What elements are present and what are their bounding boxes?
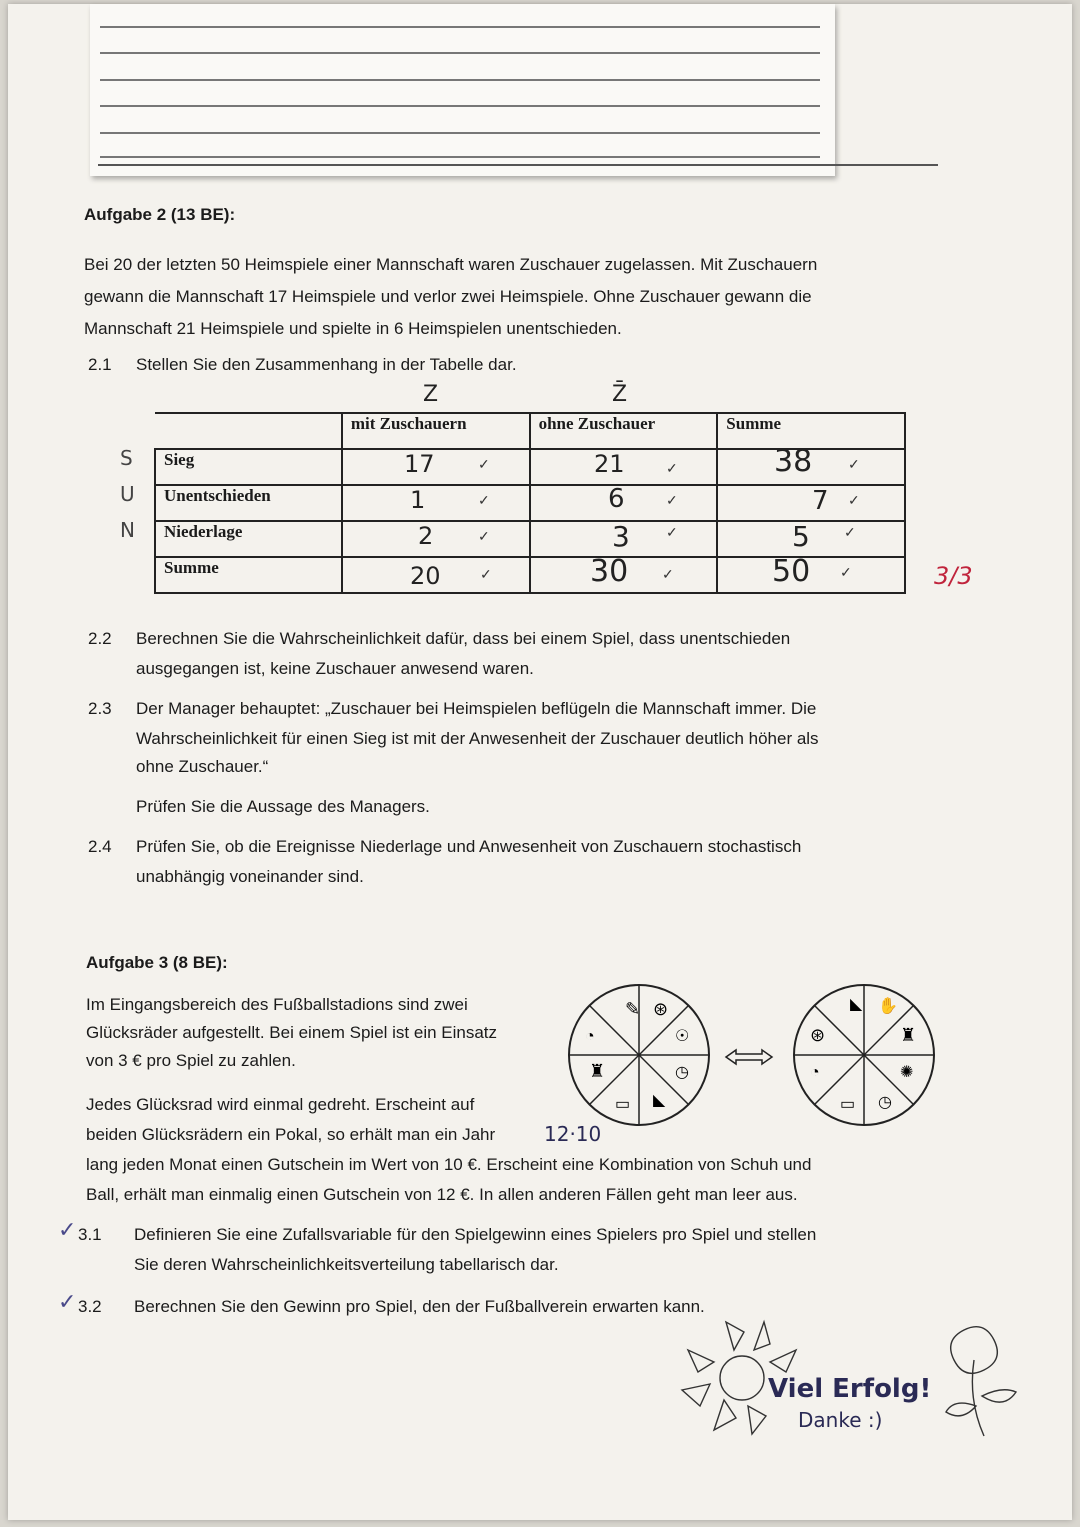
check-mark: ✓ [840, 564, 852, 580]
wheel-left [569, 985, 709, 1125]
table-cell [717, 557, 905, 593]
aufgabe2-intro-line: Mannschaft 21 Heimspiele und spielte in 6 Heimspielen unentschieden. [84, 319, 622, 338]
task-2-2-line: ausgegangen ist, keine Zuschauer anwesend waren. [136, 659, 534, 678]
task-number: 3.2 [78, 1297, 102, 1316]
aufgabe3-body-line: beiden Glücksrädern ein Pokal, so erhält man ein Jahr [86, 1125, 496, 1144]
handwritten-note: 12·10 [544, 1122, 602, 1146]
aufgabe3-intro-line: Im Eingangsbereich des Fußballstadions sind zwei [86, 995, 468, 1014]
task-number: 2.2 [88, 629, 112, 648]
task-number: 2.4 [88, 837, 112, 856]
check-mark: ✓ [666, 460, 678, 476]
doodle-text-line1: Viel Erfolg! [768, 1374, 932, 1404]
check-mark: ✓ [844, 524, 856, 540]
table-cell [717, 521, 905, 557]
whistle-icon: ◔ [585, 1028, 595, 1045]
table-row [155, 485, 905, 521]
row-label: Sieg [155, 449, 342, 485]
aufgabe2-title: Aufgabe 2 (13 BE): [84, 205, 236, 224]
task-2-2-line: Berechnen Sie die Wahrscheinlichkeit dafür, dass bei einem Spiel, dass unentschieden [136, 629, 791, 648]
trophy-icon: ♜ [589, 1061, 606, 1081]
task-2-4-line: unabhängig voneinander sind. [136, 867, 364, 886]
table-header-cell: ohne Zuschauer [530, 413, 718, 449]
side-letter: U [120, 482, 135, 506]
table-corner-cell [155, 413, 342, 449]
task-2-4-line: Prüfen Sie, ob die Ereignisse Niederlage und Anwesenheit von Zuschauern stochastisch [136, 837, 802, 856]
lined-paper-overlay [90, 4, 835, 176]
table-cell [342, 485, 530, 521]
score-mark: 3/3 [934, 562, 973, 590]
task-number: 2.1 [88, 355, 112, 374]
check-mark: ✓ [848, 456, 860, 472]
task-3-1-line: Definieren Sie eine Zufallsvariable für den Spielgewinn eines Spielers pro Spiel und stellen [134, 1225, 817, 1244]
shoe-icon: ◣ [850, 996, 863, 1013]
task-2-1-text: Stellen Sie den Zusammenhang in der Tabelle dar. [136, 355, 517, 374]
cell-value: 1 [410, 486, 426, 514]
table-cell [342, 449, 530, 485]
goal-icon: ▭ [615, 1096, 631, 1113]
task-2-3-line: Wahrscheinlichkeit für einen Sieg ist mit der Anwesenheit der Zuschauer deutlich höher als [136, 729, 819, 748]
task-2-3-followup: Prüfen Sie die Aussage des Managers. [136, 797, 430, 816]
check-mark: ✓ [480, 566, 492, 582]
cell-value: 3 [612, 520, 630, 553]
cell-value: 30 [590, 554, 629, 589]
stopwatch-icon: ◷ [878, 1094, 892, 1111]
header-mark-z: Z [423, 382, 439, 407]
row-label: Unentschieden [155, 485, 342, 521]
aufgabe2-intro-line: Bei 20 der letzten 50 Heimspiele einer Mannschaft waren Zuschauer zugelassen. Mit Zuschauern [84, 255, 818, 274]
ruled-line [100, 156, 820, 158]
glove-icon: ✋ [878, 998, 898, 1015]
check-mark: ✓ [666, 492, 678, 508]
row-label: Niederlage [155, 521, 342, 557]
doodle-text-line2: Danke :) [798, 1408, 883, 1432]
ruled-line [100, 79, 820, 81]
cell-value: 5 [792, 520, 810, 553]
check-mark: ✓ [478, 528, 490, 544]
task-2-3-line: Der Manager behauptet: „Zuschauer bei Heimspielen beflügeln die Mannschaft immer. Die [136, 699, 817, 718]
ball-icon: ⊛ [653, 999, 669, 1019]
aufgabe2-intro-line: gewann die Mannschaft 17 Heimspiele und verlor zwei Heimspiele. Ohne Zuschauer gewann die [84, 287, 812, 306]
aufgabe3-title: Aufgabe 3 (8 BE): [86, 953, 228, 972]
cell-value: 38 [774, 444, 813, 479]
swap-arrow-icon [726, 1050, 772, 1064]
table-header-cell: Summe [717, 413, 905, 449]
aufgabe3-intro-line: von 3 € pro Spiel zu zahlen. [86, 1051, 296, 1070]
trophy-icon: ♜ [900, 1025, 917, 1045]
cell-value: 21 [594, 450, 625, 478]
medal-icon: ☉ [675, 1028, 690, 1045]
ball-icon: ⊛ [810, 1025, 826, 1045]
table-header-cell: mit Zuschauern [342, 413, 530, 449]
whistle-icon: ◔ [810, 1064, 820, 1081]
divider [98, 164, 938, 166]
task-3-2-text: Berechnen Sie den Gewinn pro Spiel, den der Fußballverein erwarten kann. [134, 1297, 705, 1316]
task-number: 3.1 [78, 1225, 102, 1244]
task-check-mark: ✓ [58, 1218, 77, 1243]
aufgabe3-body-line: Ball, erhält man einmalig einen Gutschein von 12 €. In allen anderen Fällen geht man leer aus. [86, 1185, 798, 1204]
cell-value: 17 [404, 450, 435, 478]
check-mark: ✓ [666, 524, 678, 540]
check-mark: ✓ [662, 566, 674, 582]
task-check-mark: ✓ [58, 1290, 77, 1315]
worksheet-page [8, 4, 1072, 1520]
row-label: Summe [155, 557, 342, 593]
shoe-icon: ✎ [625, 999, 641, 1019]
cell-value: 20 [410, 562, 441, 590]
task-2-3-line: ohne Zuschauer.“ [136, 757, 269, 776]
check-mark: ✓ [848, 492, 860, 508]
cell-value: 50 [772, 554, 811, 589]
lucky-wheels [564, 980, 944, 1132]
aufgabe3-body-line: lang jeden Monat einen Gutschein im Wert von 10 €. Erscheint eine Kombination von Schuh und [86, 1155, 812, 1174]
cell-value: 6 [608, 484, 625, 514]
goal-icon: ▭ [840, 1096, 856, 1113]
shoe-icon: ◣ [653, 1092, 666, 1109]
task-number: 2.3 [88, 699, 112, 718]
cell-value: 7 [812, 486, 829, 516]
ruled-line [100, 132, 820, 134]
medal-icon: ✺ [900, 1064, 914, 1081]
side-letter: N [120, 518, 135, 542]
aufgabe3-intro-line: Glücksräder aufgestellt. Bei einem Spiel ist ein Einsatz [86, 1023, 498, 1042]
stopwatch-icon: ◷ [675, 1064, 689, 1081]
table-cell [342, 521, 530, 557]
task-3-1-line: Sie deren Wahrscheinlichkeitsverteilung tabellarisch dar. [134, 1255, 559, 1274]
ruled-line [100, 52, 820, 54]
side-letter: S [120, 446, 133, 470]
check-mark: ✓ [478, 492, 490, 508]
ruled-line [100, 105, 820, 107]
header-mark-z-bar: Z̄ [612, 382, 628, 407]
check-mark: ✓ [478, 456, 490, 472]
ruled-line [100, 26, 820, 28]
wheel-right [794, 985, 934, 1125]
cell-value: 2 [418, 522, 434, 550]
aufgabe3-body-line: Jedes Glücksrad wird einmal gedreht. Erscheint auf [86, 1095, 475, 1114]
